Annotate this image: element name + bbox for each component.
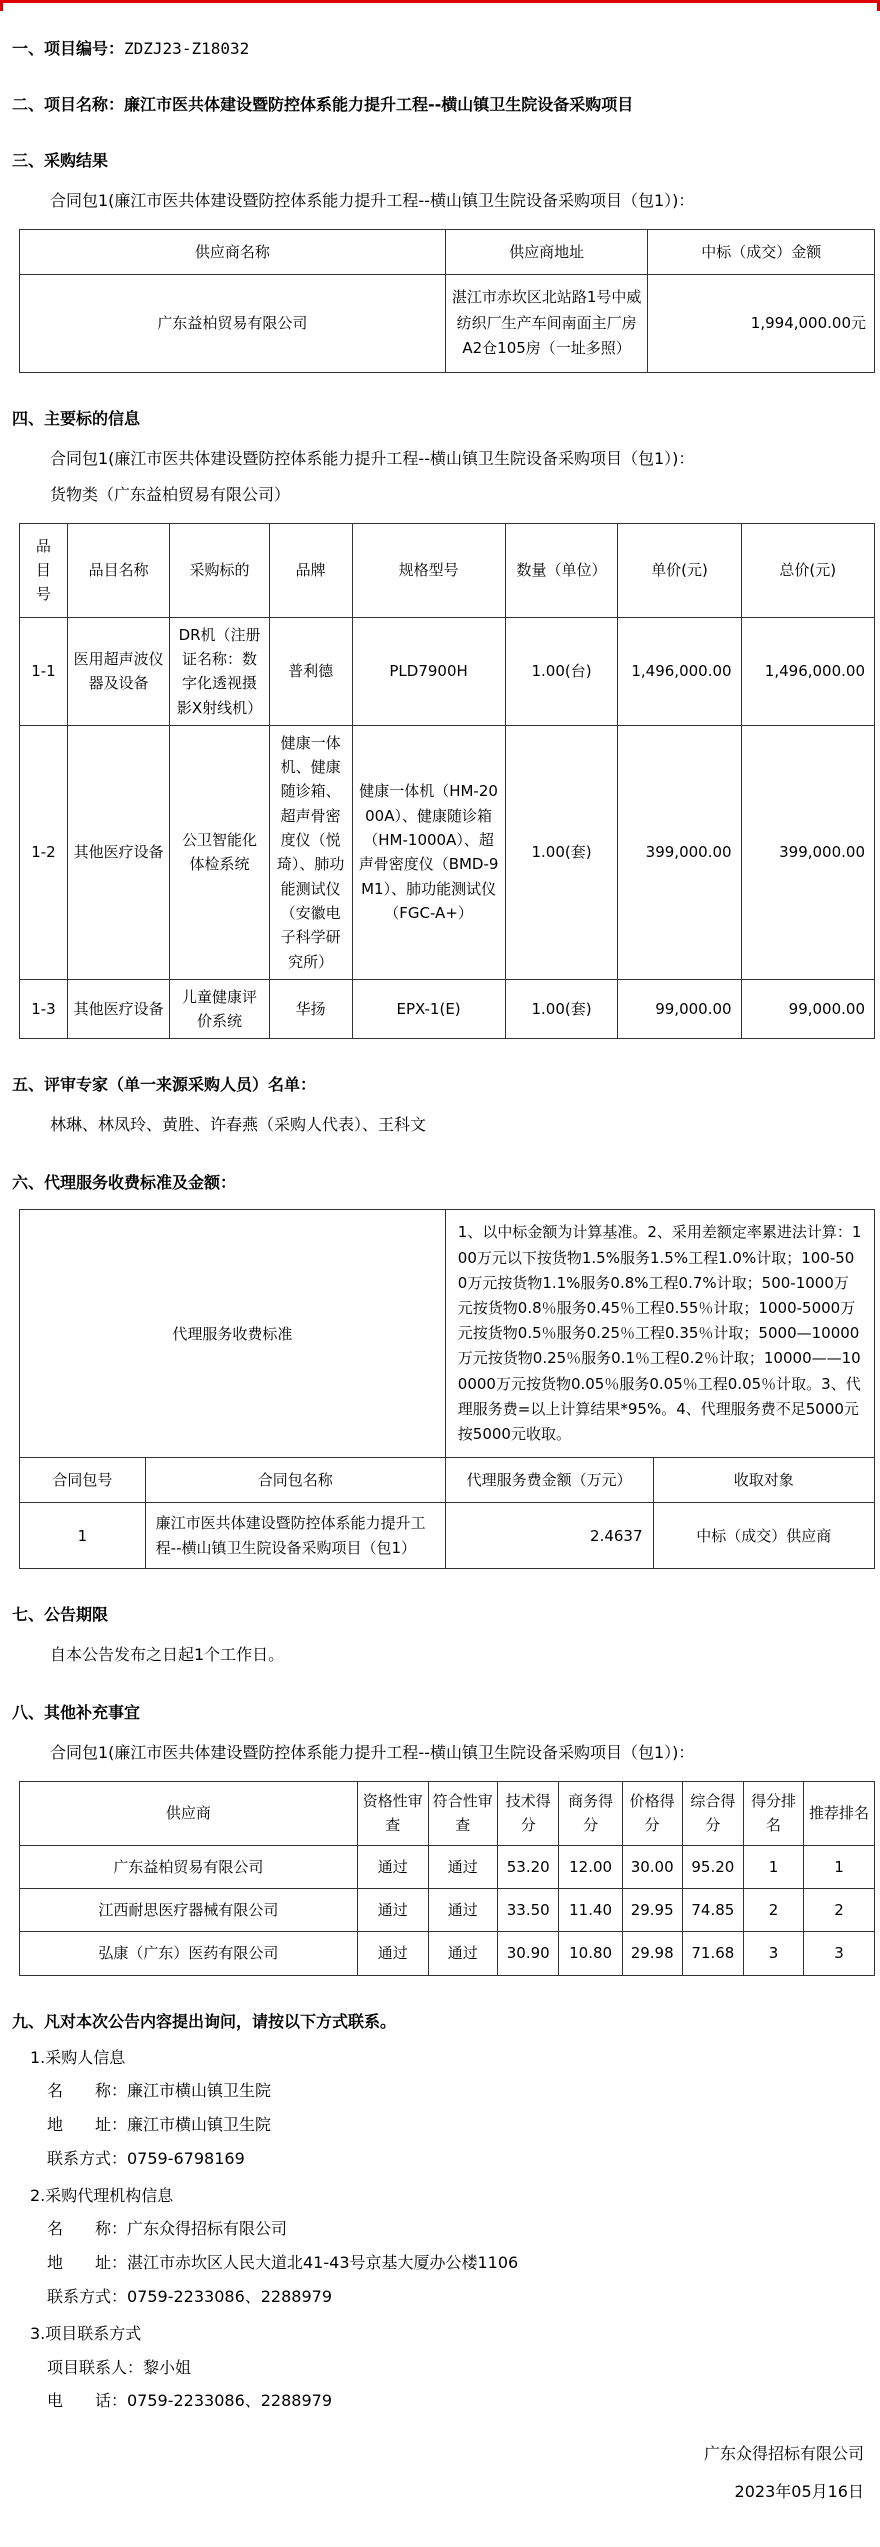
contract-package-intro-2: 合同包1(廉江市医共体建设暨防控体系能力提升工程--横山镇卫生院设备采购项目（包1）)： (50, 448, 695, 468)
signature-company: 广东众得招标有限公司 (703, 2444, 864, 2464)
items-table (19, 523, 875, 1040)
fee-standard-label-cell: 代理服务收费标准 (20, 1210, 446, 1458)
score-table-row-2 (20, 1888, 875, 1931)
award-amount-cell: 1,994,000.00元 (648, 275, 875, 373)
col-header-price-score: 价格得分 (622, 1782, 682, 1846)
business-score-cell: 10.80 (559, 1932, 622, 1975)
section-review-experts-heading: 五、评审专家（单一来源采购人员）名单： (12, 1075, 317, 1095)
qualification-cell: 通过 (357, 1888, 428, 1931)
col-header-business-score: 商务得分 (559, 1782, 622, 1846)
technical-score-cell: 33.50 (497, 1888, 559, 1931)
section-other-matters-heading: 八、其他补充事宜 (12, 1703, 141, 1723)
col-header-conformity-review: 符合性审查 (428, 1782, 497, 1846)
items-table-row-1 (20, 617, 875, 725)
unit-price-cell: 99,000.00 (618, 979, 741, 1039)
buyer-name-line: 名 称：廉江市横山镇卫生院 (47, 2081, 272, 2101)
col-header-package-no: 合同包号 (20, 1458, 146, 1503)
col-header-total-price: 总价(元) (741, 523, 874, 617)
unit-price-cell: 1,496,000.00 (618, 617, 741, 725)
price-score-cell: 29.95 (622, 1888, 682, 1931)
item-no-cell: 1-3 (20, 979, 68, 1039)
buyer-info-title: 1.采购人信息 (30, 2047, 126, 2067)
conformity-cell: 通过 (428, 1888, 497, 1931)
col-header-unit-price: 单价(元) (618, 523, 741, 617)
result-table-row (20, 275, 875, 373)
col-header-supplier: 供应商 (20, 1782, 358, 1846)
section-contact-heading: 九、凡对本次公告内容提出询问，请按以下方式联系。 (12, 2011, 397, 2031)
supplier-cell: 广东益柏贸易有限公司 (20, 1845, 358, 1888)
total-price-cell: 99,000.00 (741, 979, 874, 1039)
agency-name-line: 名 称：广东众得招标有限公司 (47, 2219, 288, 2239)
section-project-name (12, 95, 868, 115)
brand-cell: 华扬 (269, 979, 352, 1039)
col-header-supplier-address: 供应商地址 (445, 230, 648, 275)
top-border-accent (0, 0, 880, 3)
quantity-cell: 1.00(套) (505, 979, 618, 1039)
agency-address-line: 地 址：湛江市赤坎区人民大道北41-43号京基大厦办公楼1106 (47, 2253, 519, 2273)
procurement-subject-cell: DR机（注册证名称：数字化透视摄影X射线机） (170, 617, 269, 725)
col-header-package-name: 合同包名称 (145, 1458, 445, 1503)
fee-amount-cell: 2.4637 (445, 1503, 653, 1569)
score-table-row-3 (20, 1932, 875, 1975)
buyer-address-line: 地 址：廉江市横山镇卫生院 (47, 2115, 272, 2135)
procurement-subject-cell: 公卫智能化体检系统 (170, 725, 269, 979)
col-header-score-rank: 得分排名 (744, 1782, 804, 1846)
section-main-subject-heading: 四、主要标的信息 (12, 408, 141, 428)
item-no-cell: 1-2 (20, 725, 68, 979)
col-header-supplier-name: 供应商名称 (20, 230, 446, 275)
item-name-cell: 医用超声波仪器及设备 (67, 617, 170, 725)
package-name-cell: 廉江市医共体建设暨防控体系能力提升工程--横山镇卫生院设备采购项目（包1） (145, 1503, 445, 1569)
price-score-cell: 29.98 (622, 1932, 682, 1975)
technical-score-cell: 53.20 (497, 1845, 559, 1888)
project-contact-person-line: 项目联系人：黎小姐 (47, 2357, 192, 2377)
unit-price-cell: 399,000.00 (618, 725, 741, 979)
contract-package-intro-1: 合同包1(廉江市医共体建设暨防控体系能力提升工程--横山镇卫生院设备采购项目（包1）)： (50, 191, 695, 210)
qualification-cell: 通过 (357, 1932, 428, 1975)
price-score-cell: 30.00 (622, 1845, 682, 1888)
col-header-award-amount: 中标（成交）金额 (648, 230, 875, 275)
col-header-quantity-unit: 数量（单位） (505, 523, 618, 617)
result-table-header-row (20, 230, 875, 275)
fee-standard-text-cell: 1、以中标金额为计算基准。2、采用差额定率累进法计算：100万元以下按货物1.5%服务1.5%工程1.0%计取；100-500万元按货物1.1%服务0.8%工程0.7%计取；500-1000万元按货物0.8％服务0.45％工程0.55％计取；1000-5000万元按货物0.5％服务0.25％工程0.35％计取；5000—10000万元按货物0.25％服务0.1％工程0.2％计取；10000——100000万元按货物0.05％服务0.05％工程0.05％计取。3、代理服务费=以上计算结果*95%。4、代理服务费不足5000元按5000元收取。 (445, 1210, 874, 1458)
quantity-cell: 1.00(台) (505, 617, 618, 725)
project-name-value: 廉江市医共体建设暨防控体系能力提升工程--横山镇卫生院设备采购项目 (124, 95, 634, 114)
composite-score-cell: 74.85 (682, 1888, 744, 1931)
score-rank-cell: 3 (744, 1932, 804, 1975)
review-experts-names: 林琳、林凤玲、黄胜、许春燕（采购人代表）、王科文 (50, 1115, 427, 1135)
supplier-address-cell: 湛江市赤坎区北站路1号中威纺织厂生产车间南面主厂房A2仓105房（一址多照） (445, 275, 648, 373)
col-header-qualification-review: 资格性审查 (357, 1782, 428, 1846)
composite-score-cell: 71.68 (682, 1932, 744, 1975)
signature-block (0, 2438, 880, 2508)
score-table-row-1 (20, 1845, 875, 1888)
goods-category-line: 货物类（广东益柏贸易有限公司） (50, 484, 291, 504)
col-header-fee-amount: 代理服务费金额（万元） (445, 1458, 653, 1503)
project-phone-line: 电 话：0759-2233086、2288979 (47, 2391, 333, 2411)
total-price-cell: 1,496,000.00 (741, 617, 874, 725)
col-header-recommend-rank: 推荐排名 (803, 1782, 874, 1846)
composite-score-cell: 95.20 (682, 1845, 744, 1888)
fee-table-header-row (20, 1458, 875, 1503)
business-score-cell: 11.40 (559, 1888, 622, 1931)
item-name-cell: 其他医疗设备 (67, 979, 170, 1039)
col-header-brand: 品牌 (269, 523, 352, 617)
quantity-cell: 1.00(套) (505, 725, 618, 979)
col-header-spec-model: 规格型号 (352, 523, 505, 617)
result-table (19, 229, 875, 373)
spec-model-cell: 健康一体机（HM-2000A）、健康随诊箱（HM-1000A）、超声骨密度仪（BMD-9M1）、肺功能测试仪（FGC-A+） (352, 725, 505, 979)
project-name-label: 二、项目名称： (12, 95, 125, 114)
items-table-row-2 (20, 725, 875, 979)
item-no-cell: 1-1 (20, 617, 68, 725)
package-no-cell: 1 (20, 1503, 146, 1569)
technical-score-cell: 30.90 (497, 1932, 559, 1975)
recommend-rank-cell: 2 (803, 1888, 874, 1931)
contract-package-intro-3: 合同包1(廉江市医共体建设暨防控体系能力提升工程--横山镇卫生院设备采购项目（包1）)： (50, 1743, 695, 1763)
recommend-rank-cell: 1 (803, 1845, 874, 1888)
procurement-result-announcement (0, 39, 880, 2538)
supplier-cell: 弘康（广东）医药有限公司 (20, 1932, 358, 1975)
col-header-composite-score: 综合得分 (682, 1782, 744, 1846)
items-table-row-3 (20, 979, 875, 1039)
project-number-value: ZDZJ23-Z18032 (124, 39, 250, 58)
col-header-item-name: 品目名称 (67, 523, 170, 617)
spec-model-cell: PLD7900H (352, 617, 505, 725)
buyer-phone-line: 联系方式：0759-6798169 (47, 2148, 245, 2168)
announcement-period-text: 自本公告发布之日起1个工作日。 (50, 1645, 285, 1665)
section-announcement-period-heading: 七、公告期限 (12, 1605, 109, 1625)
project-contact-title: 3.项目联系方式 (30, 2323, 142, 2343)
signature-date: 2023年05月16日 (734, 2482, 864, 2502)
item-name-cell: 其他医疗设备 (67, 725, 170, 979)
col-header-fee-payer: 收取对象 (653, 1458, 874, 1503)
fee-payer-cell: 中标（成交）供应商 (653, 1503, 874, 1569)
agency-info-title: 2.采购代理机构信息 (30, 2185, 174, 2205)
project-number-label: 一、项目编号： (12, 39, 125, 58)
business-score-cell: 12.00 (559, 1845, 622, 1888)
agency-phone-line: 联系方式：0759-2233086、2288979 (47, 2287, 333, 2307)
score-table (19, 1781, 875, 1975)
agency-fee-table (19, 1209, 875, 1569)
conformity-cell: 通过 (428, 1845, 497, 1888)
col-header-procurement-subject: 采购标的 (170, 523, 269, 617)
score-table-header-row (20, 1782, 875, 1846)
fee-table-data-row (20, 1503, 875, 1569)
total-price-cell: 399,000.00 (741, 725, 874, 979)
fee-standard-row (20, 1210, 875, 1458)
supplier-name-cell: 广东益柏贸易有限公司 (20, 275, 446, 373)
section-agency-fee-heading: 六、代理服务收费标准及金额： (12, 1173, 237, 1193)
col-header-technical-score: 技术得分 (497, 1782, 559, 1846)
supplier-cell: 江西耐思医疗器械有限公司 (20, 1888, 358, 1931)
col-header-item-no: 品目号 (20, 523, 68, 617)
recommend-rank-cell: 3 (803, 1932, 874, 1975)
conformity-cell: 通过 (428, 1932, 497, 1975)
spec-model-cell: EPX-1(E) (352, 979, 505, 1039)
score-rank-cell: 1 (744, 1845, 804, 1888)
brand-cell: 普利德 (269, 617, 352, 725)
items-table-header-row (20, 523, 875, 617)
procurement-subject-cell: 儿童健康评价系统 (170, 979, 269, 1039)
brand-cell: 健康一体机、健康随诊箱、超声骨密度仪（悦琦）、肺功能测试仪（安徽电子科学研究所） (269, 725, 352, 979)
section-procurement-result-heading: 三、采购结果 (12, 151, 109, 170)
qualification-cell: 通过 (357, 1845, 428, 1888)
section-project-number (12, 39, 868, 59)
score-rank-cell: 2 (744, 1888, 804, 1931)
